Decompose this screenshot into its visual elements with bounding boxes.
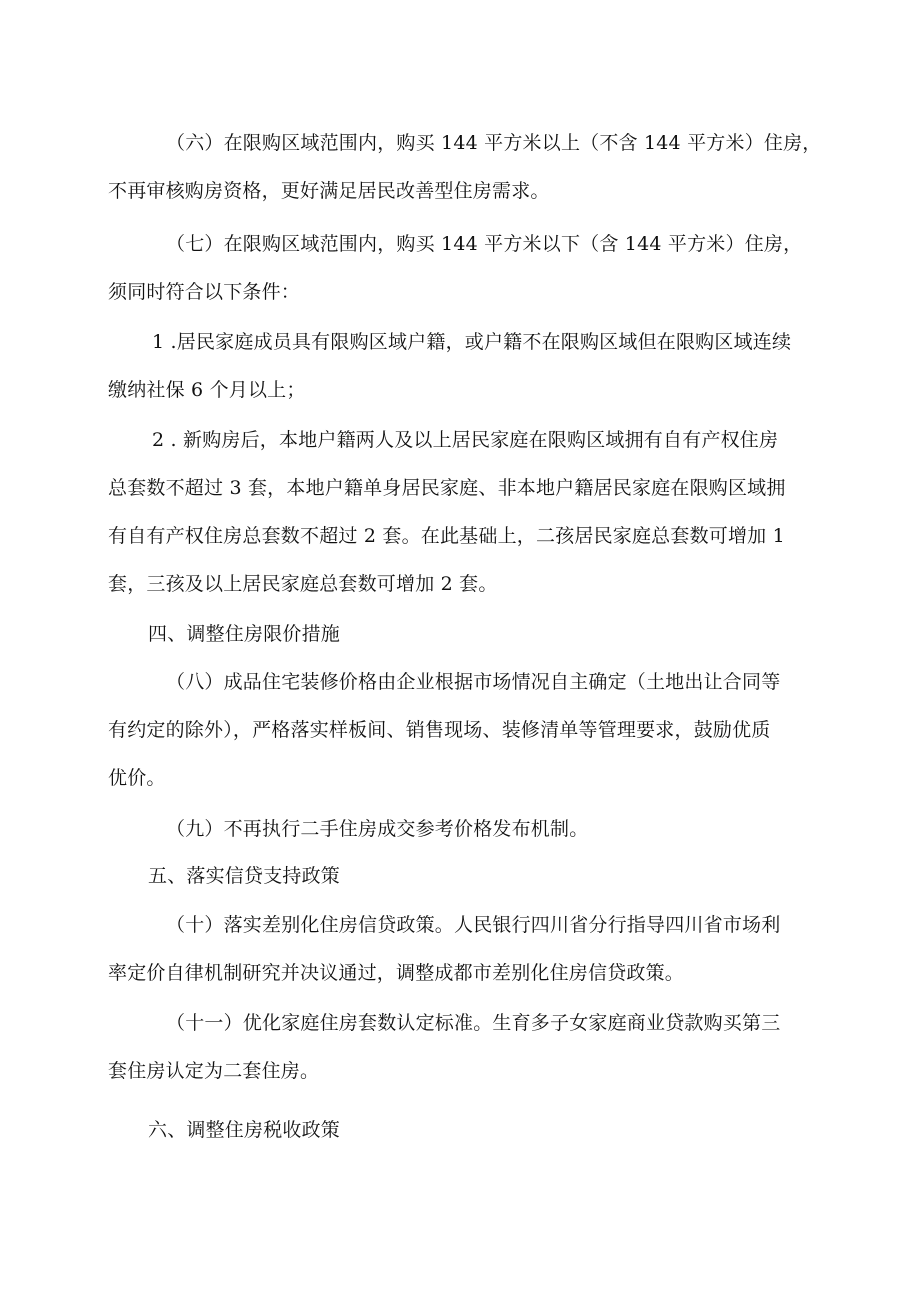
text-line: 率定价自律机制研究并决议通过，调整成都市差别化住房信贷政策。 <box>108 962 685 984</box>
text-line: 优价。 <box>108 767 166 789</box>
text-line: 总套数不超过 3 套，本地户籍单身居民家庭、非本地户籍居民家庭在限购区域拥 <box>108 477 786 499</box>
text-line: （六）在限购区域范围内，购买 144 平方米以上（不含 144 平方米）住房， <box>166 132 822 154</box>
text-line: 缴纳社保 6 个月以上； <box>108 379 306 401</box>
heading-line: 六、调整住房税收政策 <box>148 1119 341 1141</box>
text-line: （十一）优化家庭住房套数认定标准。生育多子女家庭商业贷款购买第三 <box>166 1012 781 1034</box>
text-line: 2 . 新购房后，本地户籍两人及以上居民家庭在限购区域拥有自有产权住房 <box>152 429 779 451</box>
text-line: 不再审核购房资格，更好满足居民改善型住房需求。 <box>108 180 550 202</box>
text-line: 有自有产权住房总套数不超过 2 套。在此基础上，二孩居民家庭总套数可增加 1 <box>108 525 785 547</box>
text-line: 套，三孩及以上居民家庭总套数可增加 2 套。 <box>108 573 498 595</box>
text-line: 有约定的除外），严格落实样板间、销售现场、装修清单等管理要求，鼓励优质 <box>108 719 771 741</box>
text-line: （八）成品住宅装修价格由企业根据市场情况自主确定（土地出让合同等 <box>166 671 781 693</box>
heading-line: 五、落实信贷支持政策 <box>148 865 341 887</box>
text-line: （十）落实差别化住房信贷政策。人民银行四川省分行指导四川省市场利 <box>166 914 781 936</box>
text-line: （七）在限购区域范围内，购买 144 平方米以下（含 144 平方米）住房， <box>166 233 803 255</box>
text-line: 1 .居民家庭成员具有限购区域户籍，或户籍不在限购区域但在限购区域连续 <box>152 331 792 353</box>
text-line: （九）不再执行二手住房成交参考价格发布机制。 <box>166 818 589 840</box>
text-line: 须同时符合以下条件： <box>108 281 301 303</box>
text-line: 套住房认定为二套住房。 <box>108 1060 320 1082</box>
heading-line: 四、调整住房限价措施 <box>148 623 341 645</box>
